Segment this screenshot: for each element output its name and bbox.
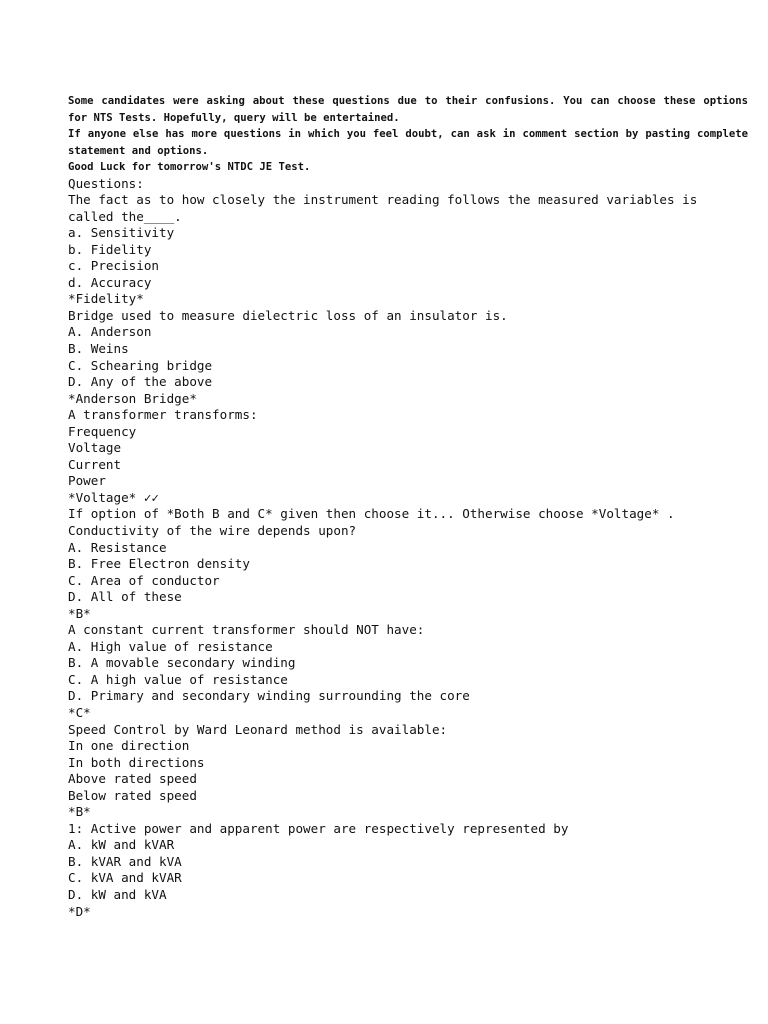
text-line: b. Fidelity — [68, 241, 152, 257]
document-page — [68, 93, 748, 920]
text-line: Frequency — [68, 423, 137, 439]
text-line: D. Any of the above — [68, 374, 213, 390]
text-line: Power — [68, 473, 106, 489]
text-line: A. High value of resistance — [68, 638, 273, 654]
text-line: *C* — [68, 705, 91, 720]
text-line: D. kW and kVA — [68, 887, 167, 903]
text-line: *Anderson Bridge* — [68, 390, 197, 406]
text-line: *Fidelity* — [68, 291, 144, 307]
text-line: A. Resistance — [68, 539, 167, 555]
text-line: Questions: — [68, 175, 144, 191]
intro-paragraph: Good Luck for tomorrow's NTDC JE Test. — [68, 161, 311, 173]
text-line: *Voltage* ✓✓ — [68, 489, 159, 505]
text-line: B. A movable secondary winding — [68, 655, 296, 671]
text-line: *D* — [68, 903, 91, 919]
text-line: *B* — [68, 605, 91, 621]
text-line: A constant current transformer should NOT have: — [68, 622, 425, 638]
text-line: The fact as to how closely the instrument reading follows the measured variables is — [68, 192, 698, 208]
text-line: 1: Active power and apparent power are respectively represented by — [68, 820, 569, 836]
text-line: If option of *Both B and C* given then choose it... Otherwise choose *Voltage* . — [68, 506, 675, 522]
intro-paragraph: If anyone else has more questions in which you feel doubt, can ask in comment section by pasting complete statement and options. — [68, 128, 748, 157]
text-line: A. kW and kVAR — [68, 837, 175, 853]
text-line: a. Sensitivity — [68, 225, 175, 241]
text-line: B. kVAR and kVA — [68, 853, 182, 869]
text-line: In both directions — [68, 754, 205, 770]
intro-paragraph: Some candidates were asking about these questions due to their confusions. You can choose these options for NTS Tests. Hopefully, query will be entertained. — [68, 95, 748, 124]
text-line: d. Accuracy — [68, 274, 152, 290]
text-line: Bridge used to measure dielectric loss of an insulator is. — [68, 307, 508, 323]
text-line: Voltage — [68, 440, 122, 456]
text-line: C. Schearing bridge — [68, 357, 213, 373]
text-line: C. kVA and kVAR — [68, 870, 182, 886]
text-line: called the____. — [68, 208, 182, 224]
text-line: A transformer transforms: — [68, 407, 258, 423]
text-line: *B* — [68, 804, 91, 820]
text-line: Below rated speed — [68, 787, 197, 803]
text-line: C. Area of conductor — [68, 572, 220, 588]
text-line: In one direction — [68, 738, 190, 754]
question-list — [68, 176, 748, 921]
text-line: A. Anderson — [68, 324, 152, 340]
text-line: Above rated speed — [68, 771, 197, 787]
text-line: C. A high value of resistance — [68, 671, 288, 687]
text-line: D. Primary and secondary winding surrounding the core — [68, 688, 470, 704]
text-line: D. All of these — [68, 589, 182, 605]
text-line: Conductivity of the wire depends upon? — [68, 522, 357, 538]
text-line: B. Free Electron density — [68, 556, 250, 572]
text-line: Current — [68, 456, 122, 472]
text-line: c. Precision — [68, 258, 159, 274]
text-line: Speed Control by Ward Leonard method is available: — [68, 721, 448, 737]
text-line: B. Weins — [68, 340, 129, 356]
intro-notice — [68, 93, 748, 176]
